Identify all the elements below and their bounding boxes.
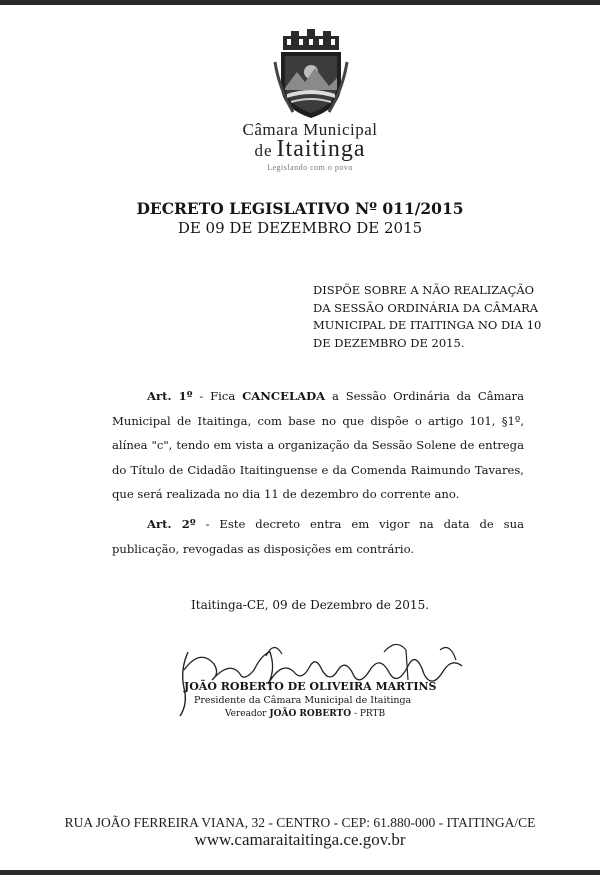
- signer-name: JOÃO ROBERTO DE OLIVEIRA MARTINS: [184, 680, 437, 693]
- article-1-label: Art. 1º: [147, 389, 193, 403]
- article-2: [112, 512, 524, 561]
- institution-name-line2: [200, 136, 420, 163]
- signer-role: Presidente da Câmara Municipal de Itaitinga: [194, 695, 412, 706]
- decree-ementa: DISPÕE SOBRE A NÃO REALIZAÇÃO DA SESSÃO ORDINÁRIA DA CÂMARA MUNICIPAL DE ITAITINGA NO DIA 10 DE DEZEMBRO DE 2015.: [313, 283, 542, 350]
- signer-representation: [225, 709, 485, 719]
- institution-tagline: Legislando com o povo: [267, 163, 353, 172]
- scan-edge-bottom: [0, 870, 600, 875]
- article-2-text: - Este decreto entra em vigor na data de sua publicação, revogadas as disposições em contrário.: [112, 517, 524, 556]
- signer-rep-party: - PRTB: [353, 709, 386, 719]
- article-1-text: a Sessão Ordinária da Câmara Municipal de Itaitinga, com base no que dispõe o artigo 101, §1º, alínea "c", tendo em vista a organização da Sessão Solene de entrega do Título de Cidadão Itaitinguense e da Comenda Raimundo Tavares, que será realizada no dia 11 de dezembro do corrente ano.: [112, 389, 524, 501]
- article-2-label: Art. 2º: [147, 517, 196, 531]
- scan-edge-top: [0, 0, 600, 5]
- decree-title: DECRETO LEGISLATIVO Nº 011/2015: [136, 199, 464, 218]
- article-1-sep: - Fica: [192, 389, 243, 403]
- signer-rep-prefix: Vereador: [225, 709, 267, 719]
- institution-name: Câmara Municipal: [242, 120, 378, 139]
- signer-rep-name: JOÃO ROBERTO: [269, 709, 352, 719]
- decree-date: DE 09 DE DEZEMBRO DE 2015: [177, 219, 423, 237]
- place-and-date: Itaitinga-CE, 09 de Dezembro de 2015.: [191, 598, 430, 612]
- footer-website: www.camaraitaitinga.ce.gov.br: [194, 830, 406, 849]
- institution-city: Itaitinga: [276, 136, 366, 162]
- municipal-coat-of-arms-icon: [273, 28, 349, 120]
- article-1: [112, 384, 524, 507]
- article-1-emphasis: CANCELADA: [242, 389, 326, 403]
- handwritten-signature-icon: [170, 630, 470, 720]
- footer-address: RUA JOÃO FERREIRA VIANA, 32 - CENTRO - CEP: 61.880-000 - ITAITINGA/CE: [64, 815, 536, 830]
- institution-de: de: [254, 141, 273, 160]
